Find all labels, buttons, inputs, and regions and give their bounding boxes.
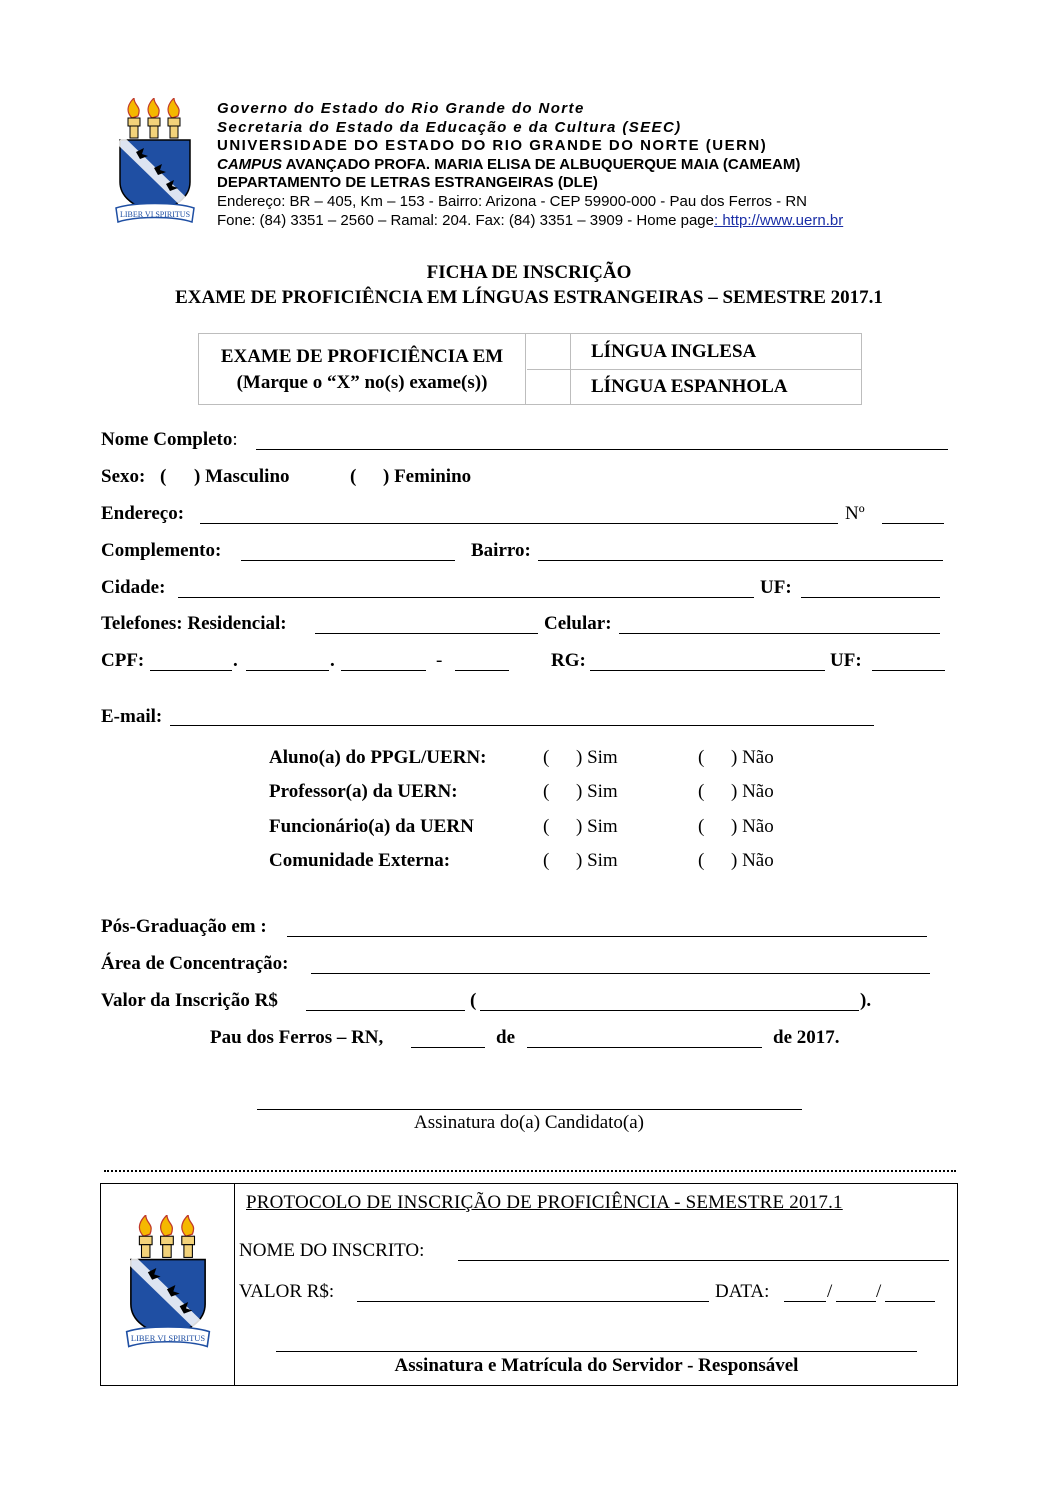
exam-table-label: EXAME DE PROFICIÊNCIA EM (Marque o “X” no(s) exame(s)) — [199, 334, 526, 404]
header-line-secretariat: Secretaria do Estado da Educação e da Cultura (SEEC) — [217, 118, 682, 136]
protocol-logo-motto: LIBER VI SPIRITUS — [130, 1333, 206, 1344]
registrant-name-field[interactable] — [458, 1260, 949, 1261]
label-protocol-date: DATA: — [715, 1281, 770, 1302]
checkbox-feminino-open[interactable]: ( — [350, 466, 357, 487]
state-field[interactable] — [801, 597, 940, 598]
header-line-department: DEPARTAMENTO DE LETRAS ESTRANGEIRAS (DLE) — [217, 174, 598, 192]
label-address: Endereço: — [101, 503, 185, 524]
label-mobile: Celular: — [544, 613, 612, 634]
complement-field[interactable] — [241, 560, 455, 561]
affiliation-label-professor: Professor(a) da UERN: — [269, 781, 458, 802]
label-state: UF: — [760, 577, 792, 598]
cpf-field-part3[interactable] — [341, 670, 426, 671]
mobile-field[interactable] — [619, 633, 940, 634]
form-title: FICHA DE INSCRIÇÃO — [426, 262, 632, 283]
label-complement: Complemento: — [101, 540, 222, 561]
affiliation-label-staff: Funcionário(a) da UERN — [269, 816, 474, 837]
exam-selection-table — [198, 333, 862, 405]
label-email: E-mail: — [101, 706, 163, 727]
staff-signature-label: Assinatura e Matrícula do Servidor - Responsável — [394, 1355, 799, 1376]
cut-line — [104, 1170, 956, 1172]
checkbox-external-sim[interactable]: ( — [543, 850, 550, 871]
staff-signature-line[interactable] — [276, 1351, 917, 1352]
header-line-campus: CAMPUS AVANÇADO PROFA. MARIA ELISA DE ALBUQUERQUE MAIA (CAMEAM) — [217, 155, 801, 173]
institution-header — [217, 100, 843, 230]
checkbox-external-nao[interactable]: ( — [698, 850, 705, 871]
header-line-government: Governo do Estado do Rio Grande do Norte — [217, 100, 585, 117]
label-number: Nº — [845, 503, 865, 524]
label-protocol-fee: VALOR R$: — [239, 1281, 335, 1302]
concentration-area-field[interactable] — [311, 973, 930, 974]
label-rg: RG: — [551, 650, 586, 671]
label-concentration-area: Área de Concentração: — [101, 953, 289, 974]
checkbox-professor-nao[interactable]: ( — [698, 781, 705, 802]
checkbox-spanish[interactable] — [528, 370, 569, 403]
candidate-signature-line[interactable] — [257, 1109, 802, 1110]
option-masculino: ) Masculino — [194, 466, 290, 487]
checkbox-professor-sim[interactable]: ( — [543, 781, 550, 802]
protocol-title: PROTOCOLO DE INSCRIÇÃO DE PROFICIÊNCIA - SEMESTRE 2017.1 — [246, 1192, 843, 1213]
option-feminino: ) Feminino — [383, 466, 472, 487]
checkbox-staff-nao[interactable]: ( — [698, 816, 705, 837]
uern-logo — [114, 98, 196, 230]
rg-state-field[interactable] — [872, 670, 945, 671]
affiliation-label-ppgl: Aluno(a) do PPGL/UERN: — [269, 747, 487, 768]
cpf-field-part1[interactable] — [150, 670, 232, 671]
label-cpf: CPF: — [101, 650, 145, 671]
full-name-field[interactable] — [256, 449, 948, 450]
logo-motto: LIBER VI SPIRITUS — [119, 210, 191, 219]
homepage-link[interactable]: : http://www.uern.br — [713, 211, 844, 229]
neighborhood-field[interactable] — [538, 560, 943, 561]
number-field[interactable] — [882, 523, 944, 524]
checkbox-english[interactable] — [528, 335, 569, 368]
label-postgrad: Pós-Graduação em : — [101, 916, 267, 937]
city-field[interactable] — [178, 597, 754, 598]
protocol-fee-field[interactable] — [357, 1301, 709, 1302]
label-rg-state: UF: — [830, 650, 862, 671]
label-sex: Sexo: — [101, 466, 146, 487]
checkbox-staff-sim[interactable]: ( — [543, 816, 550, 837]
option-spanish: LÍNGUA ESPANHOLA — [591, 376, 788, 397]
header-line-address: Endereço: BR – 405, Km – 153 - Bairro: Arizona - CEP 59900-000 - Pau dos Ferros - RN — [217, 192, 808, 210]
protocol-date-day[interactable] — [784, 1301, 826, 1302]
checkbox-ppgl-nao[interactable]: ( — [698, 747, 705, 768]
checkbox-ppgl-sim[interactable]: ( — [543, 747, 550, 768]
fee-field[interactable] — [306, 1010, 465, 1011]
checkbox-masculino-open[interactable]: ( — [160, 466, 167, 487]
label-place: Pau dos Ferros – RN, — [210, 1027, 384, 1048]
header-line-university: UNIVERSIDADE DO ESTADO DO RIO GRANDE DO NORTE (UERN) — [217, 137, 768, 155]
protocol-date-year[interactable] — [885, 1301, 935, 1302]
cpf-field-part2[interactable] — [246, 670, 329, 671]
cpf-field-digits[interactable] — [455, 670, 509, 671]
label-full-name: Nome Completo: — [101, 429, 238, 450]
affiliation-label-external: Comunidade Externa: — [269, 850, 451, 871]
day-field[interactable] — [411, 1047, 485, 1048]
phone-residential-field[interactable] — [315, 633, 538, 634]
label-phone-residential: Telefones: Residencial: — [101, 613, 287, 634]
protocol-uern-logo — [120, 1215, 216, 1355]
form-subtitle: EXAME DE PROFICIÊNCIA EM LÍNGUAS ESTRANGEIRAS – SEMESTRE 2017.1 — [175, 287, 883, 308]
address-field[interactable] — [200, 523, 838, 524]
postgrad-field[interactable] — [287, 936, 927, 937]
label-registrant-name: NOME DO INSCRITO: — [239, 1240, 425, 1261]
label-neighborhood: Bairro: — [471, 540, 531, 561]
month-field[interactable] — [527, 1047, 762, 1048]
candidate-signature-label: Assinatura do(a) Candidato(a) — [413, 1112, 645, 1133]
fee-in-words-field[interactable] — [480, 1010, 859, 1011]
torch-flames — [128, 98, 179, 118]
option-english: LÍNGUA INGLESA — [591, 341, 757, 362]
label-fee: Valor da Inscrição R$ — [101, 990, 278, 1011]
label-city: Cidade: — [101, 577, 166, 598]
protocol-date-month[interactable] — [836, 1301, 876, 1302]
rg-field[interactable] — [590, 670, 825, 671]
email-field[interactable] — [170, 725, 874, 726]
header-line-contact: Fone: (84) 3351 – 2560 – Ramal: 204. Fax: (84) 3351 – 3909 - Home page: http://www.uern.br — [217, 211, 844, 229]
